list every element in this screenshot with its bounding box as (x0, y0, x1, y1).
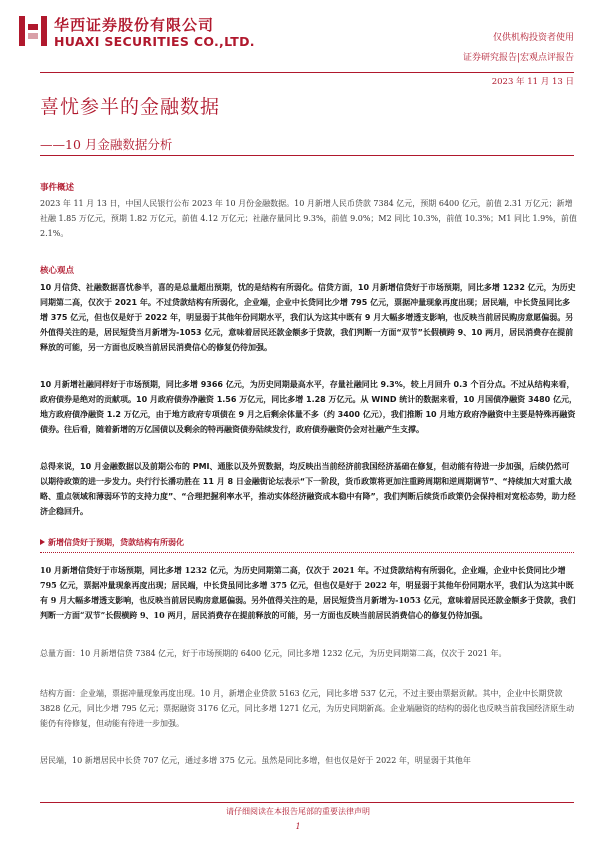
section-heading-core: 核心观点 (40, 266, 75, 276)
report-date: 2023 年 11 月 13 日 (491, 77, 574, 87)
huaxi-logo-icon (16, 14, 50, 48)
event-paragraph: 2023 年 11 月 13 日，中国人民银行公布 2023 年 10 月份金融数据。10 月新增人民币贷款 7384 亿元，预期 6400 亿元，前值 2.31 万亿元；新增社融 1.85 万亿元，预期 1.82 万亿元，前值 4.12 万亿元；社融存量同比 9.3%，前值 9.0%；M2 同比 10.3%，前值 10.3%；M1 同比 1.9%，前值 2.1%。 (40, 199, 577, 238)
header-divider (40, 72, 574, 73)
report-subtitle: ——10 月金融数据分析 (40, 137, 173, 152)
footer-divider (40, 802, 574, 803)
core-paragraph-3: 总得来说，10 月金融数据以及前期公布的 PMI、通胀以及外贸数据，均反映出当前经济前我国经济基础在修复，但动能有待进一步加强，后续仍然可以期待政策的进一步发力。央行行长潘功胜在 11 月 8 日金融街论坛表示“下一阶段，货币政策将更加注重跨周期和逆周期调节”、“持续加大对重大战略、重点领域和薄弱环节的支持力度”、“合理把握利率水平，推动实体经济融资成本稳中有降”，我们判断后续货币政策仍会保持相对宽松态势，助力经济企稳回升。 (40, 462, 576, 516)
detail-paragraph-4: 居民端，10 新增居民中长贷 707 亿元，通过多增 375 亿元。虽然是同比多增，但也仅是好于 2022 年，明显弱于其他年 (40, 756, 471, 765)
bullet-heading-text: 新增信贷好于预期，贷款结构有所弱化 (48, 538, 184, 547)
subtitle-divider (40, 155, 574, 156)
detail-paragraph-2: 总量方面：10 月新增信贷 7384 亿元，好于市场预期的 6400 亿元，同比多增 1232 亿元，为历史同期第二高，仅次于 2021 年。 (40, 649, 507, 658)
company-name-cn: 华西证券股份有限公司 (54, 16, 215, 34)
triangle-bullet-icon (40, 539, 45, 545)
company-name-en: HUAXI SECURITIES CO.,LTD. (54, 34, 255, 49)
page-number: 1 (295, 822, 301, 831)
bullet-heading (40, 537, 184, 548)
core-paragraph-2: 10 月新增社融同样好于市场预期，同比多增 9366 亿元，为历史同期最高水平，存量社融同比 9.3%，较上月回升 0.3 个百分点。不过从结构来看，政府债券是绝对的贡献项。10 月政府债券净融资 1.56 万亿元，同比多增 1.28 万亿元。从 WIND 统计的数据来看，10 月国债净融资 3480 亿元，地方政府债净融资 1.2 万亿元，由于地方政府专项债在 9 月之后剩余体量不多（约 3400 亿元），我们推断 10 月地方政府净融资中主要是特殊再融资债券。往后看，随着新增的万亿国债以及剩余的特再融资债券陆续发行，政府债券融资仍会对社融产生支撑。 (40, 380, 577, 434)
report-type: 证券研究报告|宏观点评报告 (462, 53, 574, 63)
report-title: 喜忧参半的金融数据 (40, 96, 221, 118)
core-paragraph-1: 10 月信贷、社融数据喜忧参半，喜的是总量超出预期，忧的是结构有所弱化。信贷方面，10 月新增信贷好于市场预期，同比多增 1232 亿元，为历史同期第二高，仅次于 2021 年。不过贷款结构有所弱化，企业端，企业中长贷同比少增 795 亿元，票据冲量现象再度出现；居民端，中长贷虽同比多增 375 亿元，但也仅是好于 2022 年，明显弱于其他年份同期水平，我们认为这其中既有 9 月大幅多增透支影响，也反映当前居民购房意愿偏弱。另外值得关注的是，居民短贷当月新增为-1053 亿元，意味着居民还款金额多于贷款，我们判断一方面“双节”长假横跨 9、10 两月，居民消费存在提前释放的可能，另一方面也反映当前居民消费信心的修复仍待加强。 (40, 283, 576, 352)
section-heading-event: 事件概述 (40, 183, 75, 193)
audience-note: 仅供机构投资者使用 (492, 33, 574, 43)
legal-disclaimer: 请仔细阅读在本报告尾部的重要法律声明 (226, 807, 370, 816)
bullet-divider (40, 552, 574, 553)
detail-paragraph-1: 10 月新增信贷好于市场预期，同比多增 1232 亿元，为历史同期第二高，仅次于 2021 年。不过贷款结构有所弱化，企业端，企业中长贷同比少增 795 亿元，票据冲量现象再度出现；居民端，中长贷虽同比多增 375 亿元，但也仅是好于 2022 年，明显弱于其他年份同期水平，我们认为这其中既有 9 月大幅多增透支影响，也反映当前居民购房意愿偏弱。另外值得关注的是，居民短贷当月新增为-1053 亿元，意味着居民还款金额多于贷款，我们判断一方面“双节”长假横跨 9、10 两月，居民消费存在提前释放的可能，另一方面也反映当前居民消费信心的修复仍待加强。 (40, 565, 576, 620)
detail-paragraph-3: 结构方面：企业端，票据冲量现象再度出现。10 月，新增企业贷款 5163 亿元，同比多增 537 亿元，不过主要由票据贡献。其中，企业中长期贷款 3828 亿元，同比少增 795 亿元；票据融资 3176 亿元，同比多增 1271 亿元，为历史同期新高。企业端融资的结构的弱化也反映当前我国经济原生动能仍有待修复，但动能有待进一步加强。 (40, 689, 575, 728)
